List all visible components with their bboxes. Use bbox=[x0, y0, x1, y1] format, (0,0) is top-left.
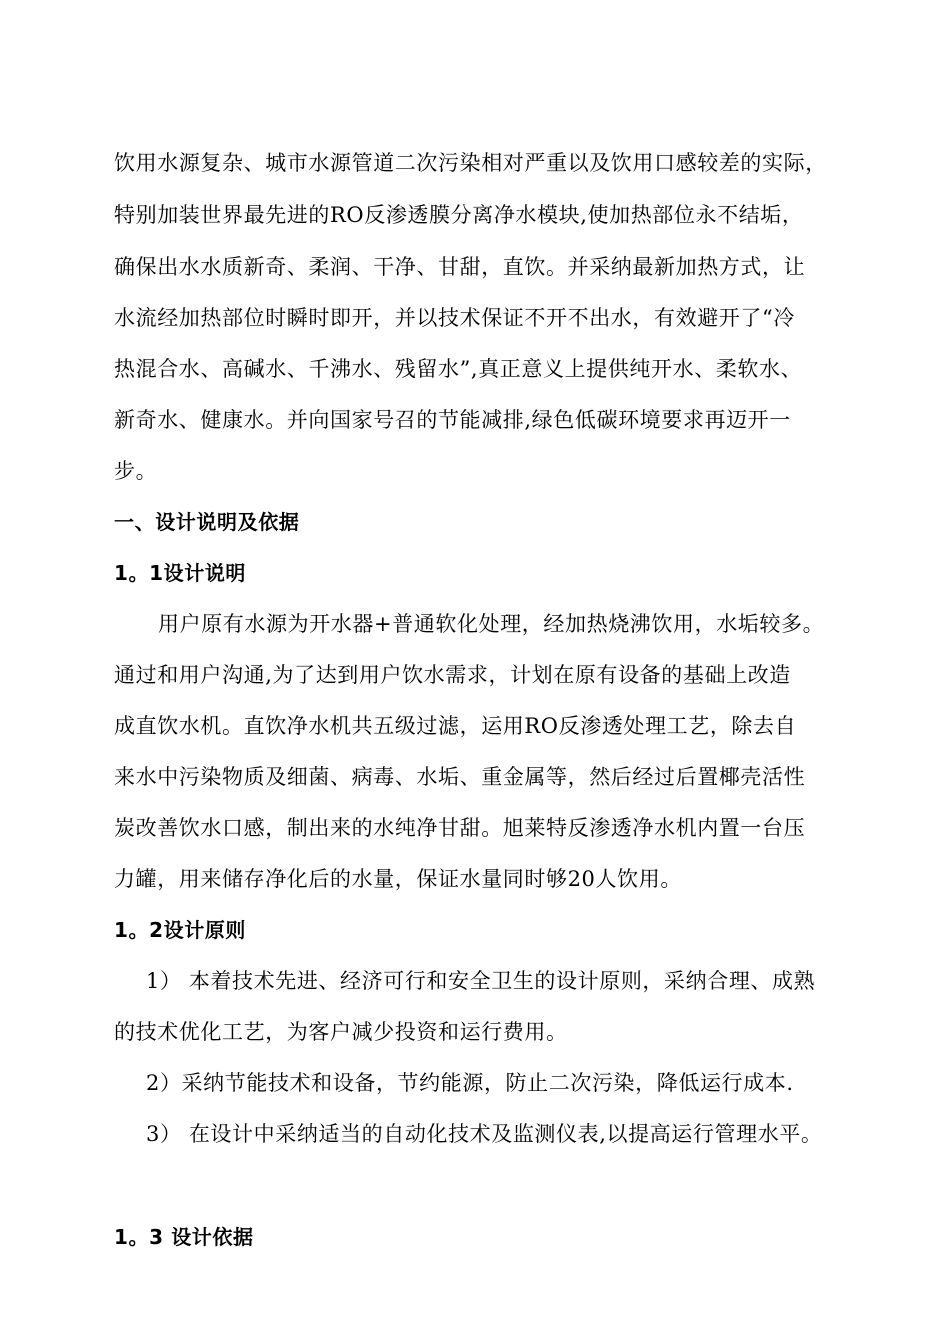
intro-line-3: 确保出水水质新奇、柔润、干净、甘甜，直饮。并采纳最新加热方式，让 bbox=[114, 255, 806, 279]
intro-line-2: 特别加装世界最先进的RO反渗透膜分离净水模块,使加热部位永不结垢， bbox=[114, 203, 804, 227]
sub1-line-5: 炭改善饮水口感，制出来的水纯净甘甜。旭莱特反渗透净水机内置一台压 bbox=[114, 816, 806, 840]
intro-line-4: 水流经加热部位时瞬时即开，并以技术保证不开不出水，有效避开了“冷 bbox=[114, 306, 795, 330]
subsection-heading-1-1: 1。1设计说明 bbox=[114, 561, 247, 585]
sub1-line-6: 力罐，用来储存净化后的水量，保证水量同时够20人饮用。 bbox=[114, 867, 682, 891]
sub2-line-4: 3） 在设计中采纳适当的自动化技术及监测仪表,以提高运行管理水平。 bbox=[146, 1122, 823, 1146]
intro-line-7: 步。 bbox=[114, 459, 158, 483]
sub1-line-4: 来水中污染物质及细菌、病毒、水垢、重金属等，然后经过后置椰壳活性 bbox=[114, 765, 806, 789]
sub1-line-3: 成直饮水机。直饮净水机共五级过滤，运用RO反渗透处理工艺，除去自 bbox=[114, 714, 797, 738]
sub2-line-2: 的技术优化工艺，为客户减少投资和运行费用。 bbox=[114, 1020, 568, 1044]
sub2-line-1: 1） 本着技术先进、经济可行和安全卫生的设计原则，采纳合理、成熟 bbox=[146, 969, 816, 993]
sub1-line-2: 通过和用户沟通,为了达到用户饮水需求，计划在原有设备的基础上改造 bbox=[114, 663, 791, 687]
intro-line-5: 热混合水、高碱水、千沸水、残留水”,真正意义上提供纯开水、柔软水、 bbox=[114, 357, 803, 381]
sub2-line-3: 2）采纳节能技术和设备，节约能源，防止二次污染，降低运行成本. bbox=[146, 1071, 794, 1095]
section-heading: 一、设计说明及依据 bbox=[114, 510, 300, 534]
intro-line-1: 饮用水源复杂、城市水源管道二次污染相对严重以及饮用口感较差的实际， bbox=[114, 151, 827, 175]
sub1-line-1: 用户原有水源为开水器+普通软化处理，经加热烧沸饮用，水垢较多。 bbox=[158, 612, 825, 636]
subsection-heading-1-3: 1。3 设计依据 bbox=[114, 1225, 254, 1249]
intro-line-6: 新奇水、健康水。并向国家号召的节能减排,绿色低碳环境要求再迈开一 bbox=[114, 408, 791, 432]
subsection-heading-1-2: 1。2设计原则 bbox=[114, 918, 247, 942]
